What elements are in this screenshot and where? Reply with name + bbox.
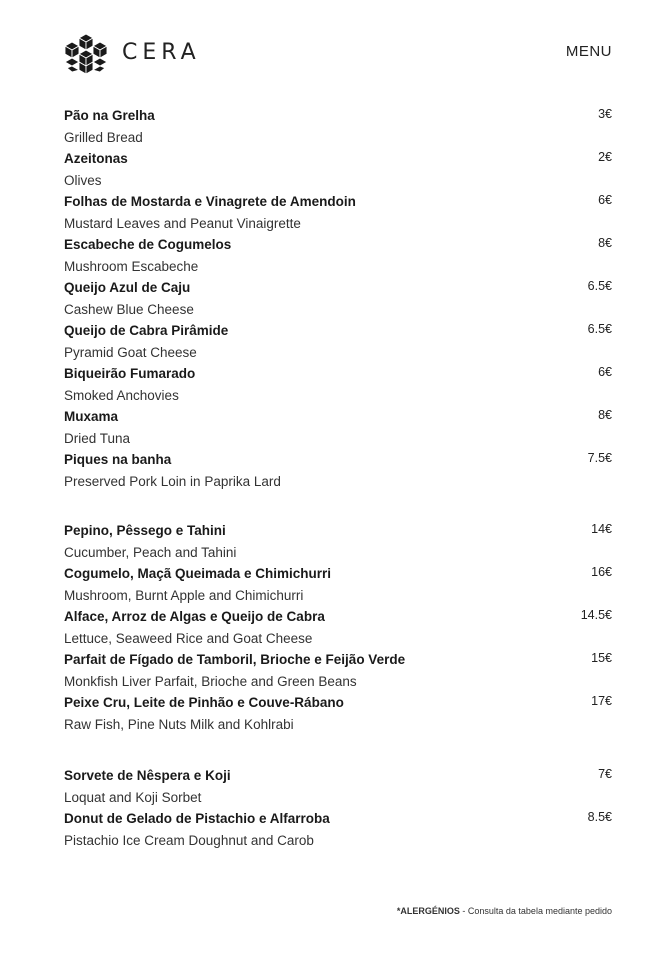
- item-name-en: Mushroom Escabeche: [64, 258, 199, 274]
- item-name-en: Cucumber, Peach and Tahini: [64, 544, 237, 560]
- item-price: 7€: [598, 767, 612, 781]
- item-price: 16€: [591, 565, 612, 579]
- item-name-pt: Pão na Grelha: [64, 108, 155, 123]
- menu-section-mains: [64, 520, 612, 735]
- menu-item: [64, 191, 612, 234]
- item-price: 8.5€: [587, 810, 612, 824]
- item-price: 8€: [598, 236, 612, 250]
- item-name-en: Loquat and Koji Sorbet: [64, 789, 202, 805]
- menu-item: [64, 692, 612, 735]
- item-name-pt: Folhas de Mostarda e Vinagrete de Amendoin: [64, 194, 356, 209]
- brand-name: CERA: [122, 40, 201, 65]
- menu-title: MENU: [565, 43, 612, 60]
- menu-item: [64, 649, 612, 692]
- menu-item: [64, 765, 612, 808]
- item-name-en: Mustard Leaves and Peanut Vinaigrette: [64, 215, 301, 231]
- menu-item: [64, 563, 612, 606]
- item-name-en: Monkfish Liver Parfait, Brioche and Green Beans: [64, 673, 357, 689]
- item-name-pt: Parfait de Fígado de Tamboril, Brioche e Feijão Verde: [64, 652, 406, 667]
- item-name-pt: Cogumelo, Maçã Queimada e Chimichurri: [64, 566, 332, 581]
- item-name-en: Olives: [64, 172, 102, 188]
- item-name-pt: Sorvete de Nêspera e Koji: [64, 768, 231, 783]
- menu-item: [64, 449, 612, 492]
- item-price: 6€: [598, 193, 612, 207]
- item-name-en: Mushroom, Burnt Apple and Chimichurri: [64, 587, 304, 603]
- item-price: 17€: [591, 694, 612, 708]
- menu-item: [64, 406, 612, 449]
- item-name-en: Pyramid Goat Cheese: [64, 344, 197, 360]
- menu-section-starters: [64, 105, 612, 492]
- menu-item: [64, 320, 612, 363]
- allergen-text: Consulta da tabela mediante pedido: [467, 906, 612, 916]
- item-price: 7.5€: [587, 451, 612, 465]
- item-price: 8€: [598, 408, 612, 422]
- item-price: 3€: [598, 107, 612, 121]
- menu-item: [64, 520, 612, 563]
- allergen-separator: -: [459, 906, 468, 916]
- item-name-en: Dried Tuna: [64, 430, 131, 446]
- item-name-pt: Piques na banha: [64, 452, 172, 467]
- menu-item: [64, 148, 612, 191]
- item-name-en: Preserved Pork Loin in Paprika Lard: [64, 473, 281, 489]
- item-name-pt: Donut de Gelado de Pistachio e Alfarroba: [64, 811, 330, 826]
- item-name-en: Pistachio Ice Cream Doughnut and Carob: [64, 832, 314, 848]
- item-name-pt: Alface, Arroz de Algas e Queijo de Cabra: [64, 609, 325, 624]
- logo-icon: [64, 32, 108, 76]
- menu-item: [64, 363, 612, 406]
- item-name-pt: Queijo Azul de Caju: [64, 280, 191, 295]
- item-price: 14€: [591, 522, 612, 536]
- item-price: 15€: [591, 651, 612, 665]
- item-name-pt: Biqueirão Fumarado: [64, 366, 196, 381]
- item-name-pt: Azeitonas: [64, 151, 128, 166]
- item-price: 6€: [598, 365, 612, 379]
- item-price: 2€: [598, 150, 612, 164]
- item-name-pt: Muxama: [64, 409, 119, 424]
- item-name-en: Cashew Blue Cheese: [64, 301, 194, 317]
- item-price: 14.5€: [580, 608, 612, 622]
- item-name-en: Raw Fish, Pine Nuts Milk and Kohlrabi: [64, 716, 294, 732]
- item-name-en: Lettuce, Seaweed Rice and Goat Cheese: [64, 630, 313, 646]
- item-name-en: Grilled Bread: [64, 129, 143, 145]
- allergen-note: [397, 906, 612, 916]
- menu-item: [64, 606, 612, 649]
- item-name-pt: Peixe Cru, Leite de Pinhão e Couve-Rábano: [64, 695, 344, 710]
- item-price: 6.5€: [587, 279, 612, 293]
- menu-item: [64, 277, 612, 320]
- menu-section-desserts: [64, 765, 612, 851]
- item-price: 6.5€: [587, 322, 612, 336]
- menu-item: [64, 234, 612, 277]
- item-name-pt: Pepino, Pêssego e Tahini: [64, 523, 226, 538]
- item-name-pt: Escabeche de Cogumelos: [64, 237, 232, 252]
- item-name-en: Smoked Anchovies: [64, 387, 179, 403]
- menu-item: [64, 808, 612, 851]
- item-name-pt: Queijo de Cabra Pirâmide: [64, 323, 229, 338]
- allergen-label: *ALERGÉNIOS: [396, 906, 460, 916]
- menu-item: [64, 105, 612, 148]
